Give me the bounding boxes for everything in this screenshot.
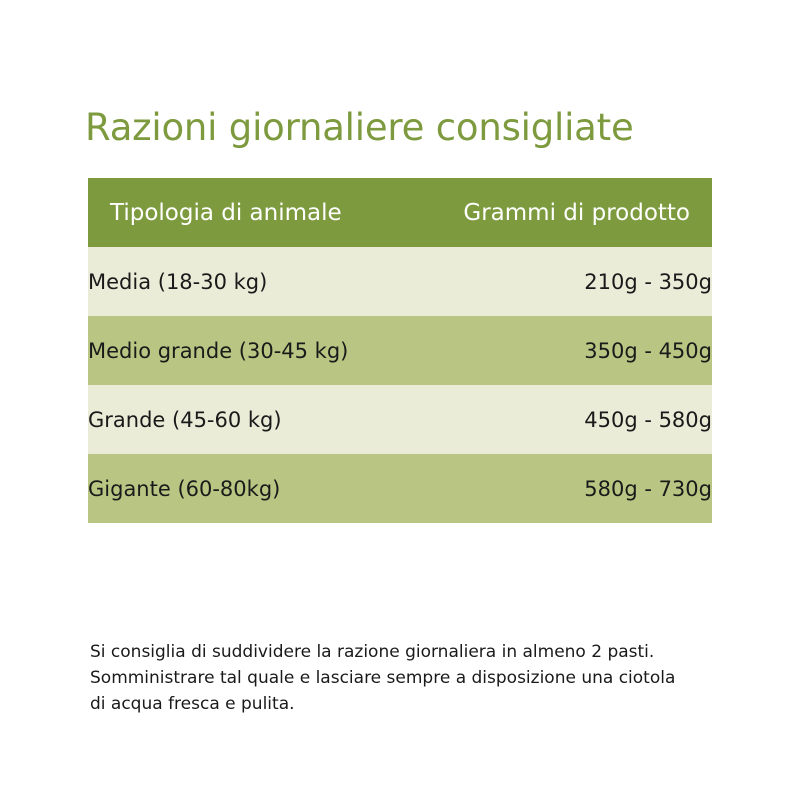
cell-animal-type: Gigante (60-80kg): [88, 476, 281, 501]
column-header-animal-type: Tipologia di animale: [110, 199, 342, 226]
page-title: Razioni giornaliere consigliate: [85, 105, 634, 149]
table-row: [88, 385, 712, 454]
cell-grams: 580g - 730g: [584, 476, 712, 501]
cell-animal-type: Grande (45-60 kg): [88, 407, 282, 432]
cell-grams: 210g - 350g: [584, 269, 712, 294]
cell-grams: 450g - 580g: [584, 407, 712, 432]
table-row: [88, 316, 712, 385]
table-header: [88, 178, 712, 247]
cell-animal-type: Media (18-30 kg): [88, 269, 268, 294]
table-row: [88, 454, 712, 523]
column-header-grams: Grammi di prodotto: [463, 199, 690, 226]
cell-animal-type: Medio grande (30-45 kg): [88, 338, 349, 363]
daily-rations-table: [88, 178, 712, 523]
feeding-note: Si consiglia di suddividere la razione giornaliera in almeno 2 pasti. Somministrare tal quale e lasciare sempre a disposizione una ciotola di acqua fresca e pulita.: [90, 642, 676, 714]
cell-grams: 350g - 450g: [584, 338, 712, 363]
table-row: [88, 247, 712, 316]
table-body: [88, 247, 712, 523]
table-header-row: [88, 178, 712, 247]
